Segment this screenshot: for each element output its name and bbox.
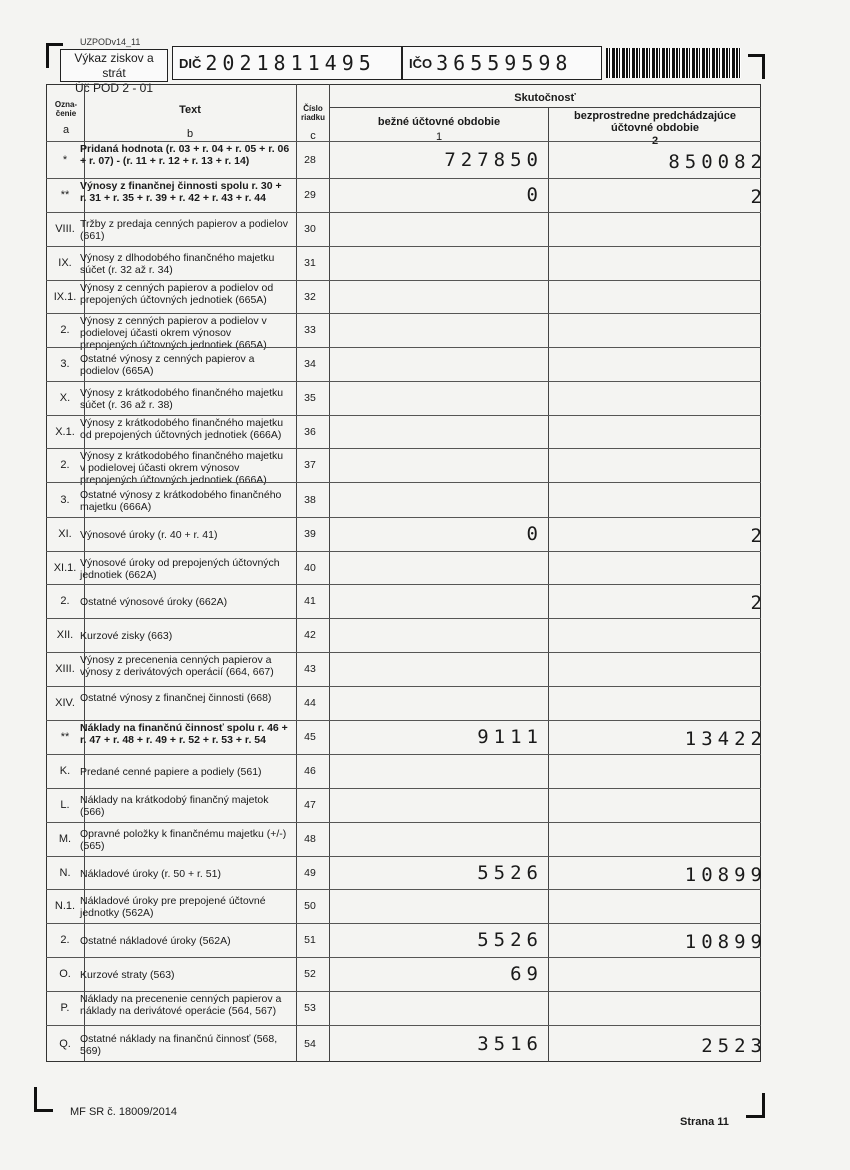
table-row bbox=[46, 448, 761, 486]
form-code: UZPODv14_11 bbox=[80, 37, 141, 47]
current-period-value: 0 bbox=[526, 184, 543, 206]
row-mark: X.1. bbox=[55, 425, 75, 438]
row-text: Výnosy z finančnej činnosti spolu r. 30 + r. 31 + r. 35 + r. 39 + r. 42 + r. 43 + r. 44 bbox=[80, 180, 282, 204]
row-mark: N.1. bbox=[54, 900, 76, 912]
row-number: 40 bbox=[304, 561, 316, 574]
row-number: 46 bbox=[304, 765, 316, 777]
row-text: Nákladové úroky (r. 50 + r. 51) bbox=[80, 867, 221, 880]
table-row bbox=[46, 923, 767, 958]
row-text: Náklady na krátkodobý finančný majetok (566) bbox=[80, 794, 269, 818]
current-period-value: 727850 bbox=[444, 148, 543, 171]
row-number: 43 bbox=[304, 663, 316, 675]
dic-value: 2021811495 bbox=[205, 51, 376, 75]
previous-period-index: 2 bbox=[651, 135, 659, 147]
row-text: Náklady na precenenie cenných papierov a náklady na derivátové operácie (564, 567) bbox=[80, 993, 282, 1017]
footer-regulation: MF SR č. 18009/2014 bbox=[70, 1106, 178, 1118]
text-letter: b bbox=[186, 128, 194, 140]
table-row bbox=[46, 141, 767, 179]
previous-period-value: 850082 bbox=[668, 150, 767, 173]
row-number: 52 bbox=[304, 968, 316, 980]
table-row bbox=[46, 788, 761, 823]
row-number: 39 bbox=[304, 528, 316, 540]
row-number: 54 bbox=[304, 1037, 316, 1050]
previous-period-value: 10899 bbox=[684, 931, 767, 953]
row-mark: 3. bbox=[60, 358, 70, 370]
corner-mark-top-right bbox=[748, 54, 765, 79]
table-row bbox=[46, 889, 761, 924]
ico-value: 36559598 bbox=[436, 51, 573, 75]
row-number: 34 bbox=[304, 358, 316, 370]
actual-header: Skutočnosť bbox=[514, 92, 576, 104]
previous-period-value: 2 bbox=[750, 592, 767, 614]
row-number: 35 bbox=[304, 392, 316, 404]
current-period-value: 5526 bbox=[477, 929, 543, 951]
table-row bbox=[46, 957, 761, 992]
row-text: Predané cenné papiere a podiely (561) bbox=[80, 766, 262, 778]
row-number: 47 bbox=[304, 799, 316, 811]
row-number: 30 bbox=[304, 223, 316, 235]
row-number: 31 bbox=[304, 257, 316, 269]
barcode bbox=[606, 48, 741, 78]
previous-period-value: 2523 bbox=[701, 1034, 767, 1057]
row-text: Výnosy z cenných papierov a podielov od prepojených účtovných jednotiek (665A) bbox=[80, 282, 274, 306]
table-row bbox=[46, 313, 761, 351]
row-text: Náklady na finančnú činnosť spolu r. 46 + r. 47 + r. 48 + r. 49 + r. 52 + r. 53 + r. 54 bbox=[80, 722, 288, 746]
row-mark: M. bbox=[58, 833, 72, 845]
row-text: Ostatné náklady na finančnú činnosť (568, 569) bbox=[80, 1032, 278, 1057]
previous-period-value: 2 bbox=[750, 525, 767, 547]
table-row bbox=[46, 720, 767, 755]
row-mark: O. bbox=[59, 968, 71, 980]
row-mark: P. bbox=[60, 1002, 70, 1014]
row-text: Ostatné výnosy z finančnej činnosti (668) bbox=[80, 692, 272, 704]
table-row bbox=[46, 381, 761, 416]
current-period-value: 0 bbox=[526, 523, 543, 545]
row-mark: * bbox=[62, 153, 68, 166]
dic-label: DIČ bbox=[179, 55, 202, 71]
row-text: Výnosy z krátkodobého finančného majetku v podielovej účasti okrem výnosov prepojených účtovných jednotiek (666A) bbox=[80, 450, 284, 486]
table-row bbox=[46, 991, 761, 1026]
row-text: Výnosové úroky od prepojených účtovných jednotiek (662A) bbox=[80, 556, 280, 581]
table-row bbox=[46, 686, 761, 721]
header-split-line bbox=[329, 107, 761, 108]
row-number: 28 bbox=[304, 153, 316, 166]
row-number: 42 bbox=[304, 629, 316, 641]
row-number: 50 bbox=[304, 900, 316, 912]
table-row bbox=[46, 1025, 767, 1063]
ico-label: IČO bbox=[409, 55, 433, 71]
current-period-value: 5526 bbox=[477, 861, 543, 884]
row-mark: XIV. bbox=[55, 697, 75, 709]
table-row bbox=[46, 517, 767, 552]
num-header: Číslo riadku bbox=[300, 104, 325, 122]
row-mark: N. bbox=[59, 866, 71, 879]
table-row bbox=[46, 652, 761, 687]
num-letter: c bbox=[310, 130, 316, 142]
row-mark: XIII. bbox=[55, 663, 75, 675]
corner-mark-bottom-right bbox=[746, 1093, 765, 1118]
row-text: Výnosy z krátkodobého finančného majetku od prepojených účtovných jednotiek (666A) bbox=[80, 417, 284, 441]
form-title-line1: Výkaz ziskov a strát bbox=[74, 51, 154, 80]
row-text: Pridaná hodnota (r. 03 + r. 04 + r. 05 + r. 06 + r. 07) - (r. 11 + r. 12 + r. 13 + r. 14) bbox=[80, 143, 290, 167]
previous-period-value: 10899 bbox=[684, 863, 767, 886]
table-row bbox=[46, 618, 761, 653]
row-text: Ostatné výnosy z cenných papierov a podielov (665A) bbox=[80, 353, 255, 377]
table-row bbox=[46, 551, 761, 585]
row-mark: X. bbox=[59, 392, 71, 404]
row-mark: VIII. bbox=[55, 223, 75, 235]
row-mark: 2. bbox=[60, 459, 70, 471]
row-text: Výnosové úroky (r. 40 + r. 41) bbox=[80, 529, 218, 541]
row-text: Výnosy z precenenia cenných papierov a výnosy z derivátových operácií (664, 667) bbox=[80, 654, 274, 678]
row-text: Kurzové zisky (663) bbox=[80, 630, 173, 642]
corner-mark-bottom-left bbox=[34, 1087, 53, 1112]
row-number: 41 bbox=[304, 595, 316, 607]
row-number: 29 bbox=[304, 189, 316, 201]
ico-box bbox=[402, 46, 602, 80]
row-mark: IX.1. bbox=[53, 290, 77, 303]
row-mark: ** bbox=[60, 189, 70, 201]
row-mark: K. bbox=[59, 765, 71, 777]
row-number: 37 bbox=[304, 459, 316, 471]
row-number: 48 bbox=[304, 833, 316, 845]
row-mark: IX. bbox=[58, 257, 72, 269]
table-row bbox=[46, 415, 761, 449]
row-mark: XI. bbox=[58, 528, 72, 540]
current-period-value: 3516 bbox=[477, 1032, 543, 1055]
current-period-value: 9111 bbox=[477, 726, 543, 748]
text-header: Text bbox=[179, 104, 201, 116]
row-text: Kurzové straty (563) bbox=[80, 969, 175, 981]
previous-period-value: 2 bbox=[750, 186, 767, 208]
previous-period-value: 13422 bbox=[684, 728, 767, 750]
row-mark: 3. bbox=[60, 493, 70, 506]
row-mark: Q. bbox=[59, 1037, 71, 1050]
current-period-value: 69 bbox=[510, 963, 543, 985]
row-number: 33 bbox=[304, 324, 316, 336]
row-mark: XII. bbox=[56, 629, 74, 641]
table-row bbox=[46, 822, 761, 857]
row-number: 51 bbox=[304, 934, 316, 946]
current-period-index: 1 bbox=[435, 131, 443, 143]
row-number: 38 bbox=[304, 493, 316, 506]
row-text: Opravné položky k finančnému majetku (+/-) (565) bbox=[80, 828, 287, 852]
row-number: 45 bbox=[304, 731, 316, 743]
row-text: Ostatné nákladové úroky (562A) bbox=[80, 935, 231, 947]
form-title-line2: Úč POD 2 - 01 bbox=[74, 81, 154, 95]
mark-header: Ozna-čenie bbox=[54, 100, 78, 118]
row-mark: 2. bbox=[60, 595, 70, 607]
table-row bbox=[46, 584, 767, 619]
row-text: Nákladové úroky pre prepojené účtovné jednotky (562A) bbox=[80, 895, 266, 919]
table-row bbox=[46, 856, 767, 890]
dic-box bbox=[172, 46, 402, 80]
footer-page-number: Strana 11 bbox=[680, 1116, 729, 1128]
row-number: 36 bbox=[304, 425, 316, 438]
table-row bbox=[46, 347, 761, 382]
current-period-header: bežné účtovné obdobie bbox=[377, 116, 501, 128]
row-text: Ostatné výnosy z krátkodobého finančného majetku (666A) bbox=[80, 488, 282, 513]
row-text: Tržby z predaja cenných papierov a podielov (661) bbox=[80, 218, 288, 242]
table-row bbox=[46, 280, 761, 314]
table-row bbox=[46, 212, 761, 247]
row-number: 32 bbox=[304, 290, 316, 303]
row-mark: ** bbox=[60, 731, 70, 743]
row-text: Ostatné výnosové úroky (662A) bbox=[80, 596, 228, 608]
row-mark: L. bbox=[60, 799, 70, 811]
row-number: 49 bbox=[304, 866, 316, 879]
row-mark: XI.1. bbox=[53, 561, 77, 574]
row-mark: 2. bbox=[60, 934, 70, 946]
table-row bbox=[46, 246, 761, 281]
row-text: Výnosy z dlhodobého finančného majetku súčet (r. 32 až r. 34) bbox=[80, 252, 275, 276]
table-row bbox=[46, 482, 761, 518]
table-row bbox=[46, 178, 767, 213]
mark-letter: a bbox=[62, 124, 70, 136]
form-title bbox=[60, 49, 168, 95]
row-text: Výnosy z cenných papierov a podielov v podielovej účasti okrem výnosov prepojených účtovných jednotiek (665A) bbox=[80, 315, 267, 351]
row-number: 44 bbox=[304, 697, 316, 709]
table-row bbox=[46, 754, 761, 789]
row-text: Výnosy z krátkodobého finančného majetku súčet (r. 36 až r. 38) bbox=[80, 387, 284, 411]
row-mark: 2. bbox=[60, 324, 70, 336]
previous-period-header: bezprostredne predchádzajúce účtovné obdobie bbox=[574, 110, 736, 134]
row-number: 53 bbox=[304, 1002, 316, 1014]
